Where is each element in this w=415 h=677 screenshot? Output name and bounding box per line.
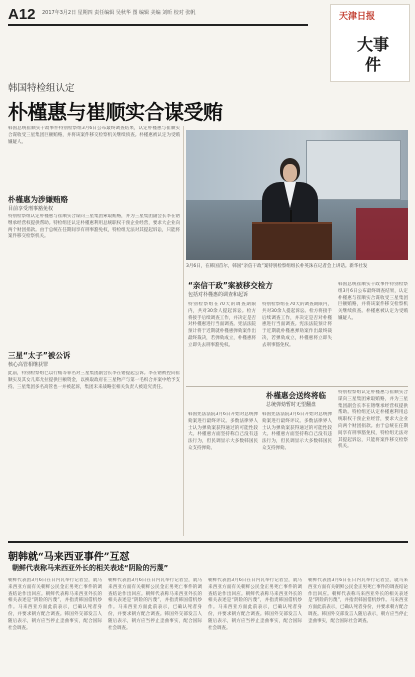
masthead-brand: 天津日报	[339, 12, 376, 22]
masthead-box	[330, 4, 410, 82]
section-1-body: 特别检察组认定朴槿惠与崔顺实合谋向三星集团索取贿赂，并为三星集团副会长李在镕继承经营权提供帮助。特检组还认定朴槿惠利用总统职权干预企业经营，要求大企业向两个财团捐款。由于总统在任期间享有刑事豁免权，特检组无法对其提起诉讼，只能将案件移交检察机关。	[8, 214, 180, 240]
section-4-body-cont2: 特别检察组认定朴槿惠与崔顺实合谋向三星集团索取贿赂，并为三星集团副会长李在镕继承经营权提供帮助。特检组还认定朴槿惠利用总统职权干预企业经营，要求大企业向两个财团捐款。由于总统在任期间享有刑事豁免权，特检组无法对其提起诉讼，只能将案件移交检察机关。	[338, 390, 408, 450]
section-3-body-cont2: 韩国总统崔顺实干政事件特别检察组3月6日公布最终调查结果，认定朴槿惠与崔顺实合谋收受三星集团巨额贿赂，并将该案件移交检察机关继续侦查。朴槿惠被认定为受贿嫌疑人。	[338, 282, 408, 321]
section-2-deck: 核心高管相继获罪	[8, 362, 49, 368]
page-number: A12	[8, 6, 36, 23]
section-2-head: 三星“太子”被公诉	[8, 351, 71, 360]
section-2-body: 此前，特别检察组已以行贿等罪名对三星集团副会长李在镕提起公诉。李在镕被控向崔顺实及其女儿郑尤拉提供巨额资金，以换取政府在三星物产与第一毛织合并案中给予支持。三星集团多名高管也一并被起诉，集团未来战略室相关负责人被追究责任。	[8, 371, 180, 390]
section-divider	[186, 386, 408, 387]
bottom-body-col-3: 朝鲜代表团3月6日在日内瓦举行记者会，就马来西亚方面有关朝鲜公民金正男死亡事件的调查结论作出回应。朝鲜代表称马来西亚外长的相关表述是“阴险的污蔑”，并指责韩国借机炒作。马来西亚方面此前表示，已确认死者身份，并要求朝方配合调查。韩国外交部发言人随后表示，朝方应当停止歪曲事实，配合国际社会调查。	[208, 578, 302, 631]
section-3-body: 特别检察组在70天的调查期限内，共对30余人提起诉讼。检方将接手后续调查工作，并决定是否对朴槿惠进行当面调查。宪法法院预计将于近期就朴槿惠弹劾案作出最终裁决，若弹劾成立，朴槿惠将立即失去刑事豁免权。	[188, 302, 256, 348]
section-3-head: “亲信干政”案被移交检方	[188, 281, 273, 290]
news-photo	[186, 130, 408, 260]
section-3-body-cont: 特别检察组在70天的调查期限内，共对30余人提起诉讼。检方将接手后续调查工作，并决定是否对朴槿惠进行当面调查。宪法法院预计将于近期就朴槿惠弹劾案作出最终裁决，若弹劾成立，朴槿惠将立即失去刑事豁免权。	[262, 302, 332, 348]
header-rule	[8, 24, 308, 26]
bottom-body-col-2: 朝鲜代表团3月6日在日内瓦举行记者会，就马来西亚方面有关朝鲜公民金正男死亡事件的调查结论作出回应。朝鲜代表称马来西亚外长的相关表述是“阴险的污蔑”，并指责韩国借机炒作。马来西亚方面此前表示，已确认死者身份，并要求朝方配合调查。韩国外交部发言人随后表示，朝方应当停止歪曲事实，配合国际社会调查。	[108, 578, 202, 631]
section-4-body-cont: 韩国宪法法院3月6日开始对总统弹劾案进行最终评议。多数法律界人士认为弹劾案获得通过的可能性较大。朴槿惠方面坚持称自己没有违法行为，但民调显示大多数韩国民众支持弹劾。	[262, 412, 332, 451]
photo-caption: 3月6日，在韩国首尔，韩国“亲信干政”案特别检察组组长朴英洙在记者会上讲话。新华社发	[186, 264, 368, 269]
section-4-head: 朴槿惠会送终将临	[266, 391, 326, 400]
bottom-rule	[8, 541, 408, 543]
section-1-deck: 目前享受刑事豁免权	[8, 206, 54, 212]
bottom-body-col-1: 朝鲜代表团3月6日在日内瓦举行记者会，就马来西亚方面有关朝鲜公民金正男死亡事件的调查结论作出回应。朝鲜代表称马来西亚外长的相关表述是“阴险的污蔑”，并指责韩国借机炒作。马来西亚方面此前表示，已确认死者身份，并要求朝方配合调查。韩国外交部发言人随后表示，朝方应当停止歪曲事实，配合国际社会调查。	[8, 578, 102, 631]
header-meta: 2017年3月2日 星期四 责任编辑 吴秋华 图 编辑 美编 刘昕 校对 张帆	[42, 10, 196, 16]
bottom-deck: 朝鲜代表称马来西亚外长的相关表述“阴险的污蔑”	[12, 564, 169, 572]
lead-paragraph: 韩国总统崔顺实干政事件特别检察组3月6日公布最终调查结果，认定朴槿惠与崔顺实合谋收受三星集团巨额贿赂，并将该案件移交检察机关继续侦查。朴槿惠被认定为受贿嫌疑人。	[8, 126, 180, 145]
masthead-section: 大事件	[356, 35, 389, 74]
section-3-deck: 包括对朴槿惠的调查和起诉	[188, 292, 249, 298]
section-4-body: 韩国宪法法院3月6日开始对总统弹劾案进行最终评议。多数法律界人士认为弹劾案获得通过的可能性较大。朴槿惠方面坚持称自己没有违法行为，但民调显示大多数韩国民众支持弹劾。	[188, 412, 258, 451]
column-divider	[183, 126, 184, 536]
bottom-kicker: 朝韩就“马来西亚事件”互怼	[8, 552, 130, 563]
story-kicker: 韩国特检组认定	[8, 83, 75, 94]
section-1-head: 朴槿惠为涉嫌贿赂	[8, 195, 68, 204]
section-4-deck: 总统弹劾暂时无望翻盘	[266, 402, 317, 408]
bottom-body-col-4: 朝鲜代表团3月6日在日内瓦举行记者会，就马来西亚方面有关朝鲜公民金正男死亡事件的调查结论作出回应。朝鲜代表称马来西亚外长的相关表述是“阴险的污蔑”，并指责韩国借机炒作。马来西亚方面此前表示，已确认死者身份，并要求朝方配合调查。韩国外交部发言人随后表示，朝方应当停止歪曲事实，配合国际社会调查。	[308, 578, 408, 624]
story-headline: 朴槿惠与崔顺实合谋受贿	[8, 100, 223, 124]
